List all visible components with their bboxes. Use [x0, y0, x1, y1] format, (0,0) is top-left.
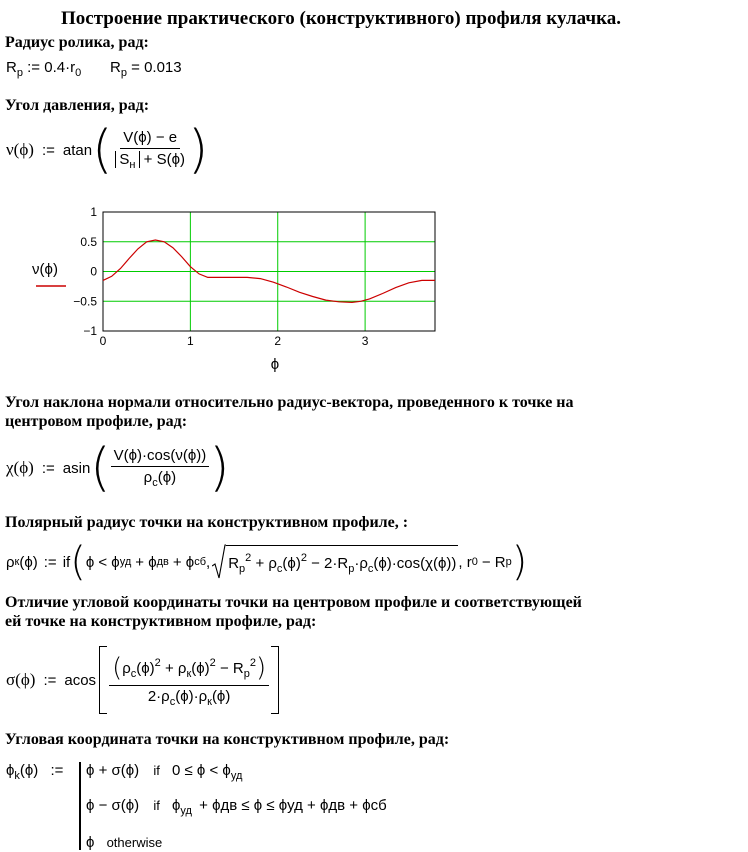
den-post: (ϕ)	[211, 687, 231, 705]
assign-operator: :=	[50, 762, 64, 779]
phi-k-arg: (ϕ)	[19, 762, 39, 779]
sqrt-r-sub: p	[239, 563, 246, 575]
polar-radius-formula[interactable]	[6, 540, 527, 584]
page-title: Построение практического (конструктивного) профиля кулачка.	[61, 8, 621, 29]
y-tick-label: 0.5	[80, 234, 97, 249]
num-exp2: 2	[209, 656, 216, 669]
polar-radius-heading: Полярный радиус точки на конструктивном профиле, :	[5, 514, 409, 531]
angular-coord-heading: Угловая координата точки на конструктивном профиле, рад:	[5, 731, 450, 748]
case-expr: ϕ − σ(ϕ)	[86, 797, 140, 814]
cond-plus-2: + ϕ	[172, 553, 195, 571]
case-kw: if	[153, 763, 160, 778]
assign-operator: :=	[41, 459, 55, 477]
rho-k-symbol: ρ	[6, 553, 15, 571]
else-r-sub: p	[505, 556, 512, 568]
num-right-paren: )	[255, 652, 267, 683]
sqrt-rho-arg: (ϕ)	[282, 555, 301, 572]
sqrt-exp: 2	[245, 552, 252, 564]
case-tail: + ϕдв ≤ ϕ ≤ ϕуд + ϕдв + ϕсб	[199, 797, 387, 814]
rho-k-subscript: к	[14, 556, 20, 568]
rho-subscript: c	[152, 477, 158, 489]
x-tick-label: 2	[274, 334, 282, 348]
num-rho2-arg: (ϕ)	[191, 659, 210, 677]
y-tick-label: 0	[90, 264, 97, 279]
nu-lhs: ν(ϕ)	[6, 140, 34, 159]
case-3[interactable]	[86, 834, 162, 851]
case-1[interactable]	[86, 762, 242, 782]
angular-diff-formula[interactable]	[6, 644, 279, 716]
sqrt-tail: (ϕ)·cos(χ(ϕ))	[373, 555, 457, 572]
angular-coord-lhs[interactable]	[6, 762, 63, 782]
roller-radius-definition[interactable]	[6, 59, 81, 79]
den-mid: (ϕ)·ρ	[175, 687, 208, 705]
denominator	[141, 467, 179, 489]
sqrt-rho2-sub: c	[367, 563, 374, 575]
abs-sn	[115, 151, 139, 171]
roller-radius-result[interactable]	[110, 59, 182, 79]
sn-subscript: н	[129, 159, 136, 171]
num-rho: ρ	[122, 659, 131, 677]
sqrt-r2-sub: p	[348, 563, 355, 575]
num-left-paren: (	[112, 652, 123, 683]
rp-expression: 0.4·r	[44, 59, 76, 76]
phi-k-subscript: k	[14, 770, 20, 782]
x-tick-label: 1	[187, 334, 194, 348]
rp-symbol: R	[6, 59, 17, 76]
asin-func: asin	[62, 459, 91, 477]
normal-angle-heading-1: Угол наклона нормали относительно радиус-вектора, проведенного к точке на	[5, 394, 574, 411]
case-cond: 0 ≤ ϕ < ϕ	[172, 762, 231, 779]
rp-result-symbol: R	[110, 59, 121, 76]
left-paren: (	[92, 120, 113, 180]
rho-symbol: ρ	[143, 469, 153, 486]
num-rho2-sub: к	[186, 667, 192, 680]
assign-operator: :=	[27, 59, 41, 76]
cond-sub-dv: дв	[156, 556, 169, 568]
num-rho-arg: (ϕ)	[136, 659, 155, 677]
atan-fraction	[112, 129, 188, 171]
numerator	[109, 653, 269, 686]
angular-diff-heading-1: Отличие угловой координаты точки на центровом профиле и соответствующей	[5, 594, 582, 611]
piecewise-bar	[79, 762, 81, 850]
roller-radius-heading: Радиус ролика, рад:	[5, 34, 149, 51]
den-pre: 2·ρ	[147, 687, 170, 705]
if-func: if	[62, 553, 71, 571]
assign-operator: :=	[43, 671, 57, 689]
x-tick-label: 0	[99, 334, 107, 348]
sqrt-plus: + ρ	[255, 555, 277, 572]
sigma-lhs: σ(ϕ)	[6, 670, 36, 689]
cond-sub-ud: уд	[119, 556, 132, 568]
assign-operator: :=	[41, 141, 55, 159]
sqrt-radicand	[226, 545, 458, 580]
y-axis-label: ν(ϕ)	[32, 261, 58, 278]
angular-diff-heading-2: ей точке на конструктивном профиле, рад:	[5, 613, 317, 630]
equals-operator: =	[131, 59, 140, 76]
sqrt-rho-sub: c	[276, 563, 283, 575]
right-paren: )	[188, 120, 209, 180]
num-exp1: 2	[154, 656, 161, 669]
right-paren: )	[209, 438, 230, 498]
denominator	[112, 149, 188, 171]
sqrt-minus: − 2·R	[311, 555, 349, 572]
denominator	[145, 686, 234, 708]
right-paren: )	[511, 539, 528, 585]
den-sub2: к	[207, 695, 212, 708]
asin-fraction	[111, 447, 210, 489]
case-cond-sub: уд	[230, 770, 243, 782]
case-expr: ϕ + σ(ϕ)	[86, 762, 140, 779]
else-sub: 0	[471, 556, 478, 568]
num-r-sub: p	[243, 667, 250, 680]
rp-result-subscript: p	[120, 67, 127, 79]
acos-fraction	[109, 653, 269, 708]
rho-k-arg: (ϕ)	[19, 553, 38, 571]
num-plus: + ρ	[164, 659, 187, 677]
left-paren: (	[70, 539, 86, 585]
numerator: V(ϕ)·cos(ν(ϕ))	[111, 447, 210, 467]
num-minus: − R	[219, 659, 244, 677]
case-kw: if	[153, 798, 160, 813]
x-tick-label: 3	[361, 334, 369, 348]
normal-angle-formula[interactable]	[6, 440, 230, 496]
x-axis-label: ϕ	[270, 356, 280, 373]
cond-plus-1: + ϕ	[135, 553, 157, 571]
rho-arg: (ϕ)	[157, 469, 177, 486]
rp-subscript: p	[16, 67, 23, 79]
num-rho-sub: c	[130, 667, 137, 680]
cond-sub-sb: сб	[194, 556, 207, 568]
sn-symbol: S	[119, 151, 130, 168]
assign-operator: :=	[43, 553, 57, 571]
case-2[interactable]	[86, 797, 387, 817]
else-part: , r	[458, 553, 472, 571]
cond-lhs: ϕ < ϕ	[85, 553, 120, 571]
y-tick-label: 1	[90, 205, 97, 219]
case-kw: otherwise	[106, 835, 163, 850]
sqrt-r: R	[228, 555, 240, 572]
phi-k-symbol: ϕ	[6, 762, 15, 779]
sqrt-expression	[212, 544, 458, 580]
den-sub1: c	[169, 695, 176, 708]
normal-angle-heading-2: центровом профиле, рад:	[5, 413, 188, 430]
chi-lhs: χ(ϕ)	[6, 458, 34, 477]
right-bracket	[271, 646, 279, 714]
case-cond-sub: уд	[180, 805, 192, 817]
sqrt-dot: ·ρ	[354, 555, 368, 572]
num-exp3: 2	[249, 656, 256, 669]
nu-chart[interactable]	[0, 195, 460, 380]
pressure-angle-formula[interactable]	[6, 122, 208, 178]
y-tick-label: −0.5	[73, 294, 97, 309]
rp-result-value: 0.013	[144, 59, 182, 76]
case-cond: ϕ	[172, 797, 181, 814]
atan-func: atan	[62, 141, 93, 159]
left-bracket	[99, 646, 107, 714]
acos-func: acos	[64, 671, 97, 689]
sqrt-sign	[212, 544, 226, 580]
sqrt-exp2: 2	[300, 552, 307, 564]
den-plus-s: + S(ϕ)	[143, 151, 185, 168]
numerator: V(ϕ) − e	[120, 129, 180, 149]
comma: ,	[206, 553, 211, 571]
case-expr: ϕ	[86, 834, 95, 851]
else-minus: − R	[481, 553, 506, 571]
r0-subscript: 0	[75, 67, 82, 79]
y-tick-label: −1	[83, 324, 97, 338]
left-paren: (	[90, 438, 111, 498]
pressure-angle-heading: Угол давления, рад:	[5, 97, 150, 114]
